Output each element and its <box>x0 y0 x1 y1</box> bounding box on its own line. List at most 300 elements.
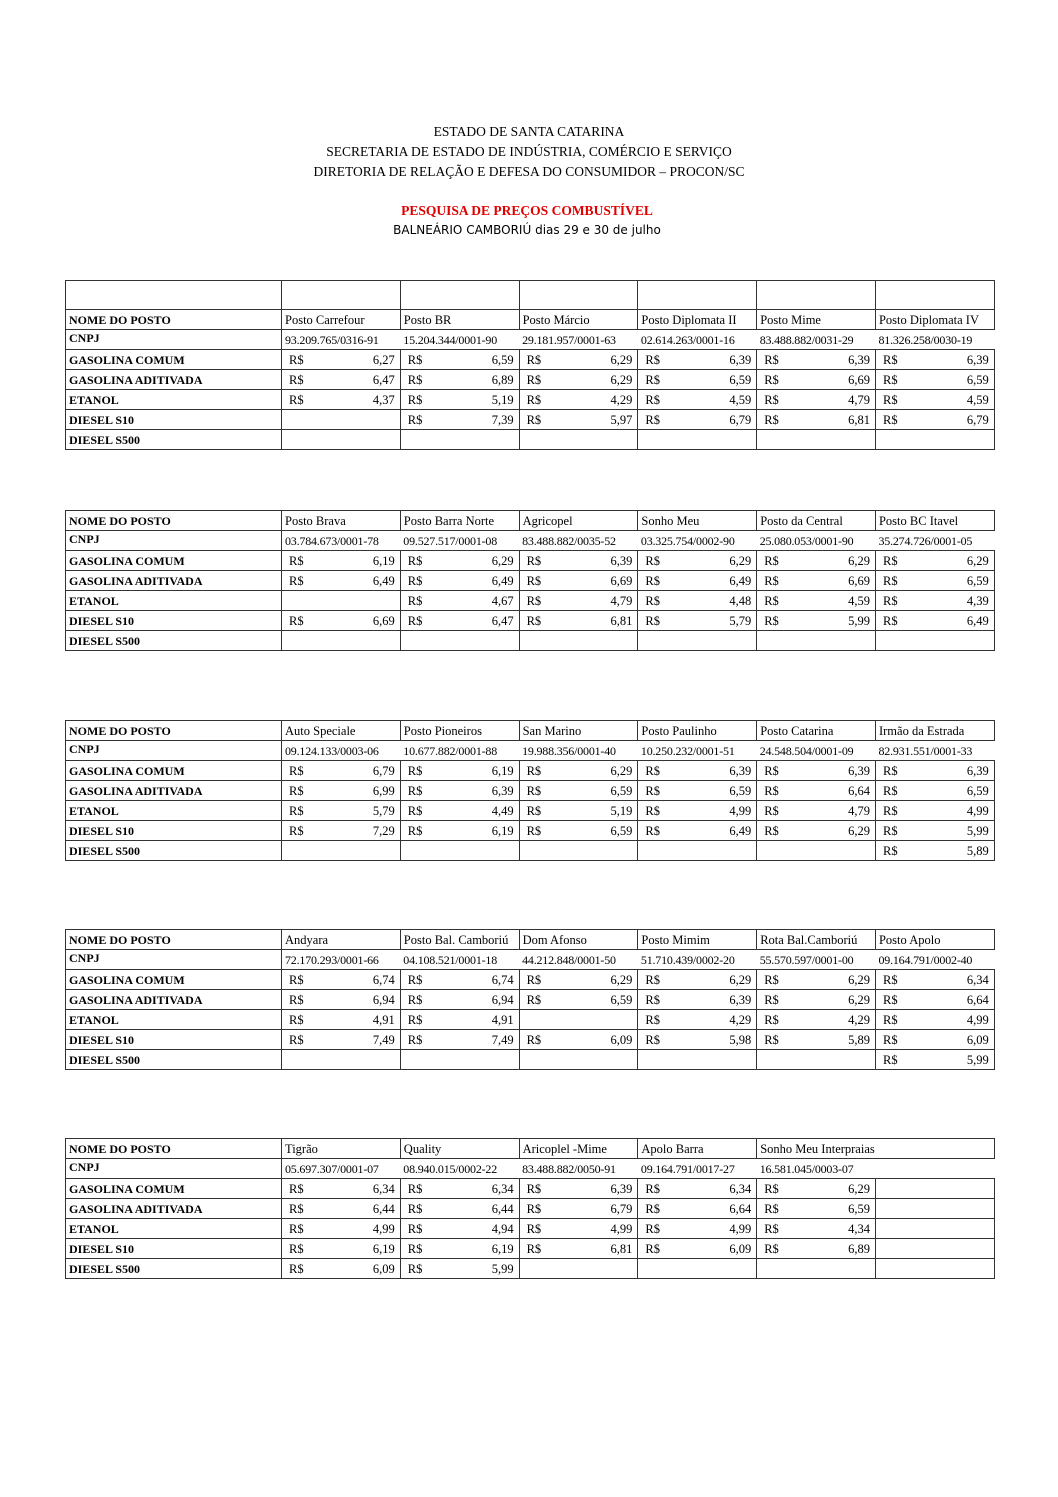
price-cell <box>282 1259 401 1279</box>
price-table-5 <box>65 1138 995 1279</box>
price-value: 6,39 <box>729 353 752 367</box>
price-table-3 <box>65 720 995 861</box>
currency-symbol: R$ <box>645 1182 660 1196</box>
currency-symbol: R$ <box>882 574 898 588</box>
document-header <box>0 122 1058 182</box>
price-cell <box>757 430 876 450</box>
fuel-row <box>66 1050 995 1070</box>
price-value: 6,49 <box>729 574 752 588</box>
currency-symbol: R$ <box>764 824 779 838</box>
station-name-row <box>66 310 995 330</box>
price-value: 6,29 <box>848 554 870 568</box>
price-value: 6,69 <box>610 574 633 588</box>
price-cell <box>282 551 401 571</box>
price-cell <box>519 390 638 410</box>
price-value: 6,39 <box>491 784 514 798</box>
currency-symbol: R$ <box>289 993 304 1007</box>
price-value: 4,99 <box>966 804 989 818</box>
price-cell <box>638 1239 757 1259</box>
price-value: 6,29 <box>848 993 870 1007</box>
price-table-2 <box>65 510 995 651</box>
price-cell <box>875 410 994 430</box>
price-cell <box>757 410 876 430</box>
price-value: 6,39 <box>848 764 870 778</box>
price-value: 4,29 <box>729 1013 752 1027</box>
cnpj-row <box>66 330 995 350</box>
price-cell <box>875 631 994 651</box>
price-cell <box>400 1239 519 1259</box>
price-value: 6,47 <box>372 373 395 387</box>
fuel-label: ETANOL <box>66 591 282 611</box>
price-value: 6,19 <box>491 764 514 778</box>
price-value: 7,29 <box>372 824 395 838</box>
currency-symbol: R$ <box>289 614 304 628</box>
currency-symbol: R$ <box>407 973 423 987</box>
row-label-cnpj: CNPJ <box>66 950 282 970</box>
fuel-label: GASOLINA COMUM <box>66 761 282 781</box>
price-cell <box>519 571 638 591</box>
price-cell <box>638 761 757 781</box>
fuel-label: DIESEL S10 <box>66 611 282 631</box>
currency-symbol: R$ <box>289 1222 304 1236</box>
currency-symbol: R$ <box>407 614 423 628</box>
station-name-row <box>66 1139 995 1159</box>
price-value: 5,99 <box>848 614 870 628</box>
currency-symbol: R$ <box>645 1242 660 1256</box>
price-cell <box>282 370 401 390</box>
station-cnpj: 24.548.504/0001-09 <box>759 744 854 758</box>
station-name: Posto Mime <box>757 310 876 330</box>
price-value: 6,81 <box>610 614 633 628</box>
price-cell <box>757 1010 876 1030</box>
fuel-label: DIESEL S10 <box>66 410 282 430</box>
price-cell <box>282 611 401 631</box>
price-cell <box>400 350 519 370</box>
station-name: Irmão da Estrada <box>875 721 994 741</box>
price-cell <box>519 1199 638 1219</box>
currency-symbol: R$ <box>526 1222 542 1236</box>
station-name: Posto Brava <box>282 511 401 531</box>
station-name: Posto Mimim <box>638 930 757 950</box>
price-cell <box>638 1030 757 1050</box>
station-name: Quality <box>400 1139 519 1159</box>
station-name: Posto da Central <box>757 511 876 531</box>
currency-symbol: R$ <box>289 973 304 987</box>
price-value: 5,19 <box>610 804 633 818</box>
fuel-row <box>66 631 995 651</box>
fuel-row <box>66 1239 995 1259</box>
price-cell <box>519 1179 638 1199</box>
blank-cell <box>519 281 638 310</box>
station-name: Sonho Meu Interpraias <box>757 1139 995 1159</box>
price-value: 6,39 <box>610 554 633 568</box>
price-cell <box>875 1199 994 1219</box>
price-value: 7,49 <box>491 1033 514 1047</box>
currency-symbol: R$ <box>289 1202 304 1216</box>
fuel-label: GASOLINA COMUM <box>66 350 282 370</box>
price-cell <box>282 430 401 450</box>
price-value: 6,19 <box>491 1242 514 1256</box>
price-cell <box>875 430 994 450</box>
price-value: 6,59 <box>848 1202 870 1216</box>
price-cell <box>638 801 757 821</box>
currency-symbol: R$ <box>289 824 304 838</box>
price-cell <box>400 821 519 841</box>
fuel-row <box>66 571 995 591</box>
price-value: 6,39 <box>966 353 989 367</box>
price-cell <box>519 350 638 370</box>
price-cell <box>400 370 519 390</box>
currency-symbol: R$ <box>526 973 542 987</box>
price-cell <box>875 781 994 801</box>
station-cnpj: 04.108.521/0001-18 <box>403 953 498 967</box>
price-cell <box>638 841 757 861</box>
currency-symbol: R$ <box>289 1262 304 1276</box>
price-cell <box>400 410 519 430</box>
currency-symbol: R$ <box>645 1033 660 1047</box>
price-cell <box>282 761 401 781</box>
price-cell <box>282 821 401 841</box>
currency-symbol: R$ <box>764 1013 779 1027</box>
fuel-label: GASOLINA ADITIVADA <box>66 1199 282 1219</box>
price-cell <box>875 841 994 861</box>
fuel-label: DIESEL S500 <box>66 430 282 450</box>
price-value: 6,59 <box>491 353 514 367</box>
price-cell <box>282 841 401 861</box>
currency-symbol: R$ <box>645 764 660 778</box>
currency-symbol: R$ <box>882 1013 898 1027</box>
price-cell <box>519 801 638 821</box>
price-value: 6,19 <box>491 824 514 838</box>
station-cnpj: 16.581.045/0003-07 <box>759 1162 854 1176</box>
price-cell <box>519 611 638 631</box>
fuel-label: ETANOL <box>66 1219 282 1239</box>
fuel-row <box>66 370 995 390</box>
currency-symbol: R$ <box>645 824 660 838</box>
price-cell <box>519 551 638 571</box>
price-value: 7,39 <box>491 413 514 427</box>
price-cell <box>400 761 519 781</box>
price-cell <box>282 801 401 821</box>
station-name: Posto Bal. Camboriú <box>400 930 519 950</box>
fuel-row <box>66 1010 995 1030</box>
price-value: 6,19 <box>372 1242 395 1256</box>
station-cnpj: 51.710.439/0002-20 <box>640 953 735 967</box>
currency-symbol: R$ <box>764 614 779 628</box>
station-cnpj: 15.204.344/0001-90 <box>403 333 498 347</box>
currency-symbol: R$ <box>407 1013 423 1027</box>
price-cell <box>519 631 638 651</box>
price-cell <box>875 1239 994 1259</box>
price-value: 4,29 <box>848 1013 870 1027</box>
price-cell <box>400 1259 519 1279</box>
fuel-label: GASOLINA COMUM <box>66 551 282 571</box>
price-cell <box>519 1219 638 1239</box>
currency-symbol: R$ <box>764 554 779 568</box>
currency-symbol: R$ <box>764 393 779 407</box>
price-cell <box>400 551 519 571</box>
price-cell <box>282 1010 401 1030</box>
price-cell <box>638 390 757 410</box>
station-name: Auto Speciale <box>282 721 401 741</box>
price-cell <box>400 970 519 990</box>
price-cell <box>757 761 876 781</box>
price-cell <box>875 1050 994 1070</box>
currency-symbol: R$ <box>645 1202 660 1216</box>
price-cell <box>282 1050 401 1070</box>
price-value: 4,79 <box>848 393 870 407</box>
currency-symbol: R$ <box>764 784 779 798</box>
station-name: Dom Afonso <box>519 930 638 950</box>
fuel-row <box>66 841 995 861</box>
price-cell <box>282 631 401 651</box>
price-value: 4,99 <box>610 1222 633 1236</box>
price-cell <box>519 841 638 861</box>
currency-symbol: R$ <box>882 353 898 367</box>
currency-symbol: R$ <box>289 554 304 568</box>
price-cell <box>638 781 757 801</box>
blank-cell <box>757 281 876 310</box>
blank-cell <box>400 281 519 310</box>
station-cnpj: 29.181.957/0001-63 <box>522 333 616 347</box>
currency-symbol: R$ <box>764 1202 779 1216</box>
price-cell <box>638 631 757 651</box>
row-label-cnpj: CNPJ <box>66 1159 282 1179</box>
currency-symbol: R$ <box>764 1222 779 1236</box>
currency-symbol: R$ <box>289 1242 304 1256</box>
price-cell <box>757 1030 876 1050</box>
price-value: 6,29 <box>610 353 633 367</box>
price-cell <box>400 1050 519 1070</box>
station-cnpj: 83.488.882/0031-29 <box>759 333 854 347</box>
price-cell <box>282 1179 401 1199</box>
station-name: Posto BC Itavel <box>875 511 994 531</box>
price-cell <box>400 1179 519 1199</box>
currency-symbol: R$ <box>882 993 898 1007</box>
row-label-name: NOME DO POSTO <box>66 310 282 330</box>
price-cell <box>519 1239 638 1259</box>
price-value: 6,29 <box>610 973 633 987</box>
station-cnpj: 44.212.848/0001-50 <box>522 953 616 967</box>
price-value: 5,89 <box>848 1033 870 1047</box>
currency-symbol: R$ <box>882 844 898 858</box>
station-name: Agricopel <box>519 511 638 531</box>
price-cell <box>757 551 876 571</box>
header-secretariat: SECRETARIA DE ESTADO DE INDÚSTRIA, COMÉRCIO E SERVIÇO <box>326 144 732 159</box>
price-value: 6,69 <box>848 574 870 588</box>
price-cell <box>757 801 876 821</box>
price-cell <box>875 990 994 1010</box>
price-cell <box>875 1010 994 1030</box>
price-cell <box>519 970 638 990</box>
price-cell <box>519 591 638 611</box>
price-cell <box>519 410 638 430</box>
station-name: Posto Apolo <box>875 930 994 950</box>
station-cnpj: 93.209.765/0316-91 <box>285 333 379 347</box>
price-value: 6,44 <box>372 1202 395 1216</box>
currency-symbol: R$ <box>407 594 423 608</box>
fuel-row <box>66 390 995 410</box>
price-value: 4,34 <box>848 1222 870 1236</box>
price-cell <box>638 611 757 631</box>
price-cell <box>519 761 638 781</box>
row-label-name: NOME DO POSTO <box>66 721 282 741</box>
currency-symbol: R$ <box>289 1182 304 1196</box>
price-cell <box>638 1050 757 1070</box>
currency-symbol: R$ <box>407 1242 423 1256</box>
currency-symbol: R$ <box>526 393 542 407</box>
price-cell <box>638 350 757 370</box>
fuel-row <box>66 1199 995 1219</box>
price-value: 6,64 <box>848 784 870 798</box>
station-cnpj: 82.931.551/0001-33 <box>878 744 973 758</box>
station-name: Posto Pioneiros <box>400 721 519 741</box>
cnpj-row <box>66 1159 995 1179</box>
currency-symbol: R$ <box>526 804 542 818</box>
price-value: 6,59 <box>610 784 633 798</box>
price-cell <box>757 1239 876 1259</box>
price-value: 4,99 <box>372 1222 395 1236</box>
price-cell <box>282 1239 401 1259</box>
price-value: 6,99 <box>372 784 395 798</box>
row-label-name: NOME DO POSTO <box>66 1139 282 1159</box>
price-value: 6,79 <box>372 764 395 778</box>
price-cell <box>400 390 519 410</box>
price-cell <box>519 1010 638 1030</box>
price-cell <box>638 970 757 990</box>
price-cell <box>519 1259 638 1279</box>
currency-symbol: R$ <box>645 353 660 367</box>
price-value: 4,99 <box>729 1222 752 1236</box>
currency-symbol: R$ <box>882 373 898 387</box>
price-cell <box>638 591 757 611</box>
fuel-label: DIESEL S500 <box>66 631 282 651</box>
price-value: 4,91 <box>491 1013 514 1027</box>
cnpj-row <box>66 950 995 970</box>
fuel-label: DIESEL S10 <box>66 1030 282 1050</box>
price-cell <box>638 1010 757 1030</box>
station-cnpj: 83.488.882/0050-91 <box>522 1162 616 1176</box>
row-label-name: NOME DO POSTO <box>66 930 282 950</box>
price-cell <box>638 1179 757 1199</box>
currency-symbol: R$ <box>526 824 542 838</box>
price-cell <box>638 370 757 390</box>
price-value: 6,59 <box>729 784 752 798</box>
currency-symbol: R$ <box>882 1053 898 1067</box>
price-value: 5,79 <box>372 804 395 818</box>
currency-symbol: R$ <box>407 993 423 1007</box>
currency-symbol: R$ <box>407 764 423 778</box>
currency-symbol: R$ <box>407 1202 423 1216</box>
currency-symbol: R$ <box>645 1222 660 1236</box>
price-cell <box>400 631 519 651</box>
currency-symbol: R$ <box>526 1202 542 1216</box>
price-cell <box>757 370 876 390</box>
station-name: Posto Carrefour <box>282 310 401 330</box>
fuel-row <box>66 970 995 990</box>
price-value: 6,79 <box>610 1202 633 1216</box>
price-value: 4,94 <box>491 1222 514 1236</box>
price-cell <box>400 990 519 1010</box>
station-name: Posto Barra Norte <box>400 511 519 531</box>
currency-symbol: R$ <box>882 413 898 427</box>
station-name: Aricoplel -Mime <box>519 1139 638 1159</box>
price-cell <box>757 990 876 1010</box>
price-value: 6,39 <box>848 353 870 367</box>
station-name-row <box>66 721 995 741</box>
price-value: 4,67 <box>491 594 514 608</box>
price-cell <box>400 1030 519 1050</box>
price-cell <box>638 821 757 841</box>
currency-symbol: R$ <box>407 824 423 838</box>
fuel-row <box>66 781 995 801</box>
price-cell <box>400 1219 519 1239</box>
price-value: 6,69 <box>848 373 870 387</box>
price-value: 6,39 <box>966 764 989 778</box>
price-value: 6,44 <box>491 1202 514 1216</box>
price-value: 5,99 <box>491 1262 514 1276</box>
currency-symbol: R$ <box>407 1222 423 1236</box>
price-cell <box>757 970 876 990</box>
fuel-row <box>66 990 995 1010</box>
price-cell <box>638 410 757 430</box>
currency-symbol: R$ <box>645 574 660 588</box>
price-cell <box>757 390 876 410</box>
price-cell <box>875 611 994 631</box>
price-cell <box>757 1259 876 1279</box>
price-value: 6,49 <box>491 574 514 588</box>
station-cnpj <box>875 1159 994 1179</box>
price-cell <box>400 430 519 450</box>
blank-row <box>66 281 995 310</box>
currency-symbol: R$ <box>526 554 542 568</box>
price-value: 5,97 <box>610 413 633 427</box>
price-cell <box>519 370 638 390</box>
price-cell <box>282 571 401 591</box>
price-value: 6,79 <box>729 413 752 427</box>
header-directorate: DIRETORIA DE RELAÇÃO E DEFESA DO CONSUMIDOR – PROCON/SC <box>313 164 745 179</box>
currency-symbol: R$ <box>764 373 779 387</box>
currency-symbol: R$ <box>407 1182 423 1196</box>
fuel-label: DIESEL S500 <box>66 1050 282 1070</box>
price-value: 6,59 <box>729 373 752 387</box>
currency-symbol: R$ <box>526 1182 542 1196</box>
currency-symbol: R$ <box>407 804 423 818</box>
price-value: 6,89 <box>848 1242 870 1256</box>
price-cell <box>875 761 994 781</box>
currency-symbol: R$ <box>645 973 660 987</box>
document-title: PESQUISA DE PREÇOS COMBUSTÍVEL <box>401 203 653 218</box>
price-cell <box>400 841 519 861</box>
row-label-cnpj: CNPJ <box>66 741 282 761</box>
blank-cell <box>66 281 282 310</box>
currency-symbol: R$ <box>882 554 898 568</box>
price-cell <box>519 781 638 801</box>
price-cell <box>519 430 638 450</box>
currency-symbol: R$ <box>407 413 423 427</box>
currency-symbol: R$ <box>289 784 304 798</box>
currency-symbol: R$ <box>526 413 542 427</box>
price-value: 6,79 <box>966 413 989 427</box>
price-value: 5,79 <box>729 614 752 628</box>
currency-symbol: R$ <box>764 594 779 608</box>
currency-symbol: R$ <box>526 764 542 778</box>
price-cell <box>875 1030 994 1050</box>
price-value: 4,29 <box>610 393 633 407</box>
station-name: Tigrão <box>282 1139 401 1159</box>
currency-symbol: R$ <box>882 393 898 407</box>
currency-symbol: R$ <box>764 413 779 427</box>
